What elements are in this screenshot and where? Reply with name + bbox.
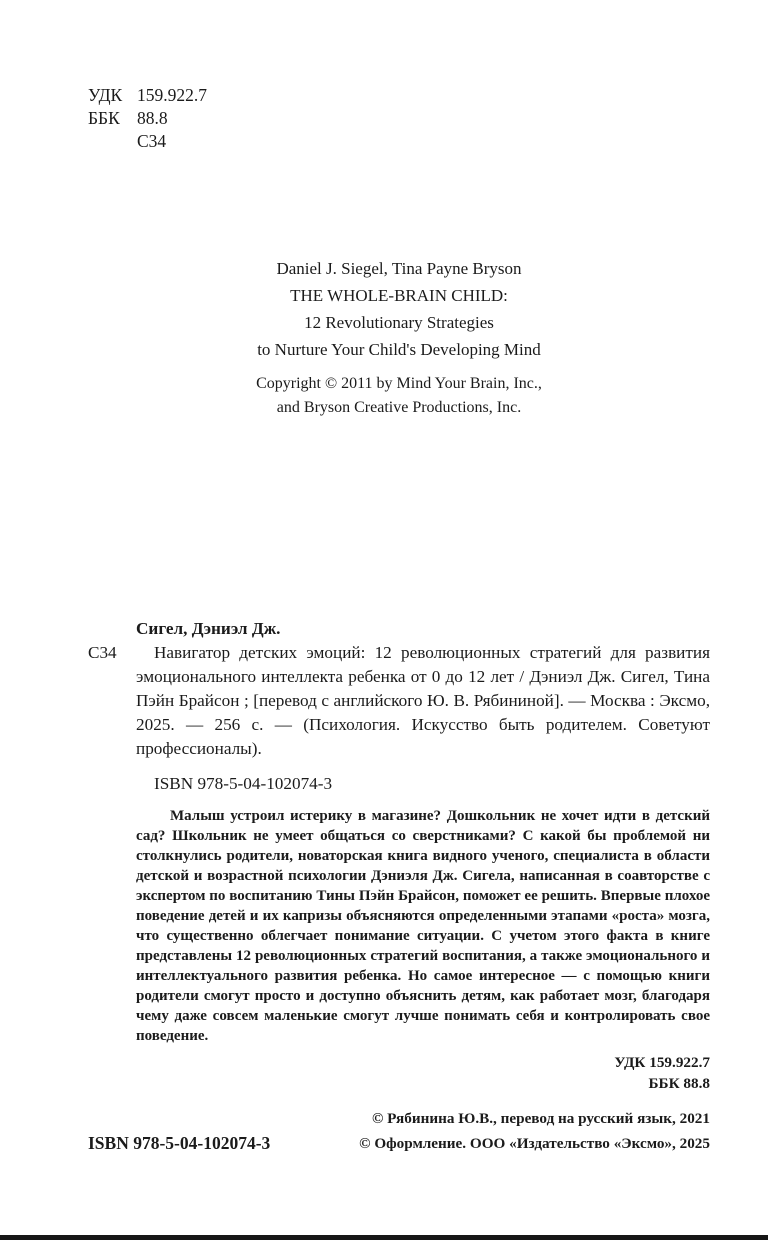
- author-code-spacer: [88, 130, 137, 153]
- udk-row: [88, 84, 207, 107]
- copyright-translation: © Рябинина Ю.В., перевод на русский язык, 2021: [371, 1110, 710, 1127]
- annotation-text: Малыш устроил истерику в магазине? Дошкольник не хочет идти в детский сад? Школьник не умеет общаться со сверстниками? С какой бы проблемой ни столкнулись родители, новаторская книга видного ученого, специалиста в области детской и возрастной психологии Дэниэля Дж. Сигела, написанная в соавторстве с экспертом по воспитанию Тины Пэйн Брайсон, поможет ее решить. Впервые плохое поведение детей и их капризы объясняются определенными этапами «роста» мозга, что существенно облегчает понимание ситуации. С учетом этого факта в книге представлены 12 революционных стратегий воспитания, а также эмоционального и интеллектуального развития ребенка. Но самое интересное — с помощью книги родители смогут просто и доступно объяснить детям, как работает мозг, благодаря чему даже совсем маленькие смогут лучше понимать себя и контролировать свое поведение.: [136, 808, 710, 1044]
- footer-isbn: ISBN 978-5-04-102074-3: [88, 1133, 271, 1153]
- page-bottom-edge: [0, 1235, 768, 1240]
- original-edition-block: [88, 255, 710, 363]
- original-title-line-3: to Nurture Your Child's Developing Mind: [257, 340, 541, 359]
- bibliographic-section: [88, 617, 710, 1094]
- catalog-record-wrap: [88, 641, 710, 761]
- original-title-line-1: THE WHOLE-BRAIN CHILD:: [290, 286, 508, 305]
- catalog-author-code: С34: [88, 643, 117, 662]
- catalog-isbn: ISBN 978-5-04-102074-3: [154, 774, 333, 793]
- classification-codes: [88, 1052, 710, 1094]
- original-title-line-2: 12 Revolutionary Strategies: [304, 313, 494, 332]
- udk-label: УДК: [88, 85, 123, 105]
- udk-bottom: УДК 159.922.7: [614, 1054, 710, 1071]
- original-authors: Daniel J. Siegel, Tina Payne Bryson: [276, 259, 522, 278]
- copyright-design: © Оформление. ООО «Издательство «Эксмо», 2025: [359, 1135, 710, 1152]
- original-copyright-line-1: Copyright © 2011 by Mind Your Brain, Inc.,: [256, 375, 542, 392]
- footer: [88, 1106, 710, 1156]
- bbk-row: [88, 107, 207, 130]
- original-copyright-block: [88, 372, 710, 420]
- footer-copyrights: [359, 1106, 710, 1156]
- top-classification-codes: [88, 84, 207, 153]
- author-code-row: [88, 130, 207, 153]
- original-copyright-line-2: and Bryson Creative Productions, Inc.: [276, 399, 522, 416]
- catalog-author: Сигел, Дэниэл Дж.: [136, 619, 281, 638]
- bbk-bottom: ББК 88.8: [648, 1075, 710, 1092]
- catalog-record: Навигатор детских эмоций: 12 революционных стратегий для развития эмоционального интеллекта ребенка от 0 до 12 лет / Дэниэл Дж. Сигел, Тина Пэйн Брайсон ; [перевод с английского Ю. В. Рябининой]. — Москва : Эксмо, 2025. — 256 с. — (Психология. Искусство быть родителем. Советуют профессионалы).: [136, 643, 710, 758]
- bbk-label: ББК: [88, 108, 120, 128]
- author-code: С34: [137, 131, 167, 151]
- bbk-value: 88.8: [137, 108, 168, 128]
- udk-value: 159.922.7: [137, 85, 207, 105]
